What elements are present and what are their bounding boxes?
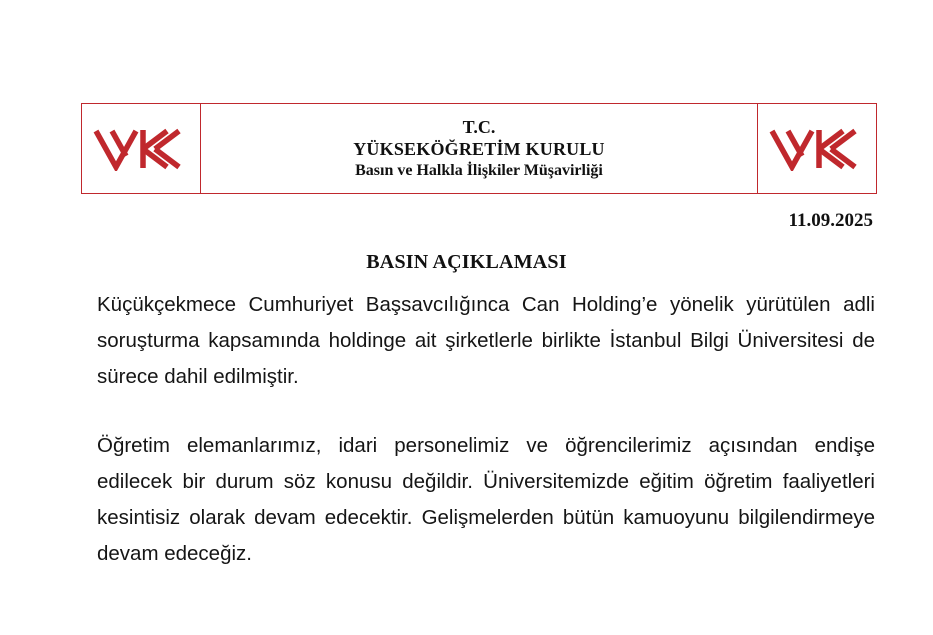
header-line-department: Basın ve Halkla İlişkiler Müşavirliği xyxy=(355,161,603,179)
header-line-tc: T.C. xyxy=(462,116,496,137)
document-heading: BASIN AÇIKLAMASI xyxy=(366,251,567,273)
document-date: 11.09.2025 xyxy=(788,210,873,231)
logo-cell-left xyxy=(82,104,201,193)
yok-logo-icon xyxy=(93,127,189,171)
paragraph-2: Öğretim elemanlarımız, idari personelimiz ve öğrencilerimiz açısından endişe edilecek bir durum söz konusu değildir. Üniversitemizde eğitim öğretim faaliyetleri kesintisiz olarak devam edecektir. Gelişmelerden bütün kamuoyunu bilgilendirmeye devam edeceğiz. xyxy=(97,434,875,565)
logo-cell-right xyxy=(757,104,876,193)
header-line-institution: YÜKSEKÖĞRETİM KURULU xyxy=(353,138,605,159)
letterhead-title xyxy=(201,104,757,193)
letterhead xyxy=(81,103,877,194)
yok-logo-icon xyxy=(769,127,865,171)
paragraph-1: Küçükçekmece Cumhuriyet Başsavcılığınca Can Holding’e yönelik yürütülen adli soruşturma kapsamında holdinge ait şirketlerle birlikte İstanbul Bilgi Üniversitesi de sürece dahil edilmiştir. xyxy=(97,293,875,388)
